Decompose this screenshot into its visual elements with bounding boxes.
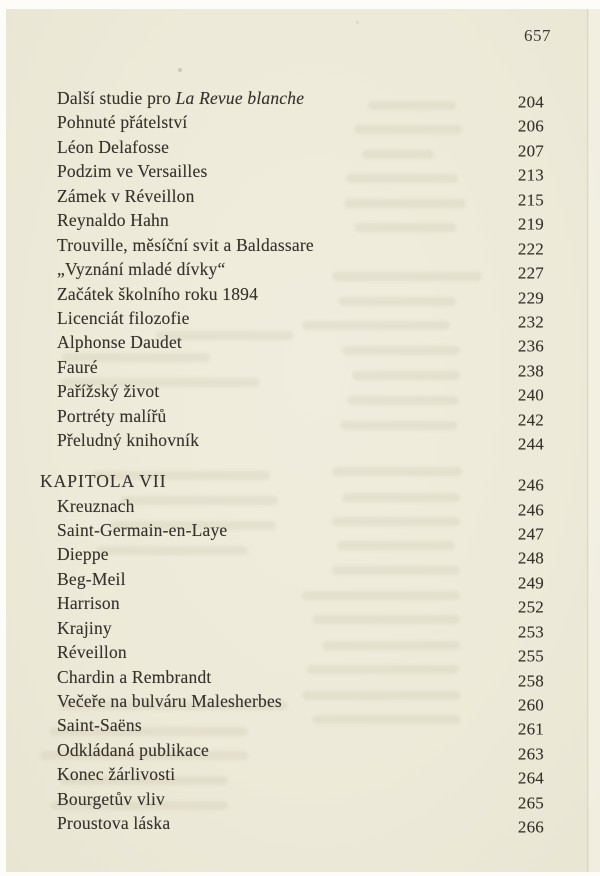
page-edge-strip — [589, 9, 600, 872]
toc-entry-page-number: 258 — [517, 671, 544, 691]
toc-entry-title: Réveillon — [57, 642, 127, 663]
toc-row — [57, 257, 544, 281]
toc-entry-title-prefix: Další studie pro — [57, 88, 176, 108]
toc-row — [57, 738, 544, 762]
toc-row — [57, 616, 544, 640]
toc-entry-title: Trouville, měsíční svit a Baldassare — [57, 234, 314, 255]
toc-entry-title: Podzim ve Versailles — [57, 161, 208, 182]
toc-entry-page-number: 236 — [517, 336, 544, 356]
toc-row — [57, 542, 544, 566]
toc-entry-title: Večeře na bulváru Malesherbes — [57, 691, 282, 711]
toc-entry-page-number: 249 — [517, 573, 544, 593]
toc-row — [57, 494, 544, 518]
toc-entry-title: „Vyznání mladé dívky“ — [57, 259, 226, 280]
toc-row — [57, 233, 544, 257]
toc-entry-page-number: 204 — [517, 92, 544, 112]
toc-entry-page-number: 207 — [517, 141, 544, 161]
toc-row — [57, 110, 544, 134]
toc-row — [57, 159, 544, 183]
toc-entry-title: Proustova láska — [57, 813, 171, 834]
toc-entry-page-number: 264 — [517, 768, 544, 788]
toc-row — [57, 355, 544, 379]
toc-row — [57, 404, 544, 428]
toc-row — [57, 567, 544, 591]
paper-speck — [178, 68, 182, 72]
toc-entry-page-number: 260 — [517, 695, 544, 715]
toc-entry-page-number: 227 — [517, 263, 544, 283]
page-edge-line — [587, 9, 588, 872]
toc-entry-page-number: 215 — [517, 190, 544, 210]
toc-row — [57, 762, 544, 786]
toc-entry-page-number: 248 — [517, 548, 544, 568]
toc-entry-page-number: 244 — [517, 434, 544, 454]
toc-entry-page-number: 229 — [517, 288, 544, 307]
paper-speck — [356, 21, 359, 24]
toc-entry-title: Léon Delafosse — [57, 136, 170, 157]
toc-entry-page-number: 232 — [517, 312, 544, 332]
toc-row — [57, 689, 544, 713]
toc-chapter-heading-row — [40, 469, 544, 493]
toc-row — [57, 665, 544, 689]
toc-section-2 — [57, 494, 544, 836]
toc-entry-page-number: 222 — [517, 239, 544, 259]
toc-entry-title: Bourgetův vliv — [57, 788, 165, 809]
toc-entry-title: Reynaldo Hahn — [57, 210, 169, 231]
toc-entry-title: Portréty malířů — [57, 405, 167, 426]
toc-row — [57, 208, 544, 232]
toc-row — [57, 591, 544, 615]
toc-entry-title-italic: La Revue blanche — [175, 88, 305, 108]
toc-entry-page-number: 213 — [517, 165, 544, 185]
toc-entry-page-number: 242 — [517, 410, 544, 430]
toc-entry-page-number: 266 — [517, 817, 544, 837]
toc-entry-title: Pařížský život — [57, 381, 160, 402]
paper-surface — [6, 9, 600, 872]
toc-entry-page-number: 206 — [517, 116, 544, 136]
toc-entry-title: Saint-Germain-en-Laye — [57, 519, 228, 540]
toc-entry-page-number: 252 — [517, 597, 544, 617]
toc-section-1 — [57, 86, 544, 453]
toc-entry-title: Licenciát filozofie — [57, 307, 190, 328]
toc-row — [57, 135, 544, 159]
toc-entry-page-number: 263 — [517, 744, 544, 764]
toc-row — [57, 640, 544, 664]
toc-row — [57, 330, 544, 354]
chapter-page-number: 246 — [517, 475, 544, 495]
toc-entry-title: Začátek školního roku 1894 — [57, 283, 259, 304]
toc-entry-page-number: 240 — [517, 385, 544, 405]
toc-entry-title: Dieppe — [57, 544, 109, 565]
toc-row — [57, 713, 544, 737]
toc-entry-title: Alphonse Daudet — [57, 332, 182, 353]
toc-row — [57, 306, 544, 330]
toc-entry-title: Pohnuté přátelství — [57, 112, 188, 133]
toc-row — [57, 184, 544, 208]
toc-entry-title: Beg-Meil — [57, 568, 126, 589]
toc-entry-page-number: 265 — [517, 793, 544, 813]
toc-entry-page-number: 247 — [517, 524, 544, 544]
chapter-title: KAPITOLA VII — [40, 471, 167, 491]
toc-entry-title: Konec žárlivosti — [57, 764, 176, 785]
page-folio-number: 657 — [524, 26, 551, 45]
toc-row — [57, 811, 544, 835]
toc-entry-title: Chardin a Rembrandt — [57, 666, 212, 687]
toc-entry-title: Přeludný knihovník — [57, 430, 200, 451]
toc-entry-title: Saint-Saëns — [57, 715, 142, 736]
toc-entry-page-number: 246 — [517, 500, 544, 519]
toc-row — [57, 379, 544, 403]
toc-entry-title: Fauré — [57, 356, 98, 377]
toc-entry-page-number: 219 — [517, 214, 544, 234]
toc-row — [57, 518, 544, 542]
toc-entry-title: Harrison — [57, 593, 120, 614]
toc-row — [57, 282, 544, 306]
toc-entry-page-number: 238 — [517, 361, 544, 381]
toc-entry-page-number: 253 — [517, 622, 544, 642]
toc-entry-title — [57, 86, 304, 110]
toc-entry-page-number: 255 — [517, 646, 544, 666]
toc-row — [57, 86, 544, 110]
toc-entry-title: Krajiny — [57, 617, 112, 638]
toc-row — [57, 428, 544, 452]
toc-row — [57, 787, 544, 811]
toc-entry-title: Kreuznach — [57, 495, 135, 516]
toc-entry-title: Odkládaná publikace — [57, 739, 210, 760]
toc-entry-page-number: 261 — [517, 719, 544, 739]
toc-entry-title: Zámek v Réveillon — [57, 185, 195, 206]
